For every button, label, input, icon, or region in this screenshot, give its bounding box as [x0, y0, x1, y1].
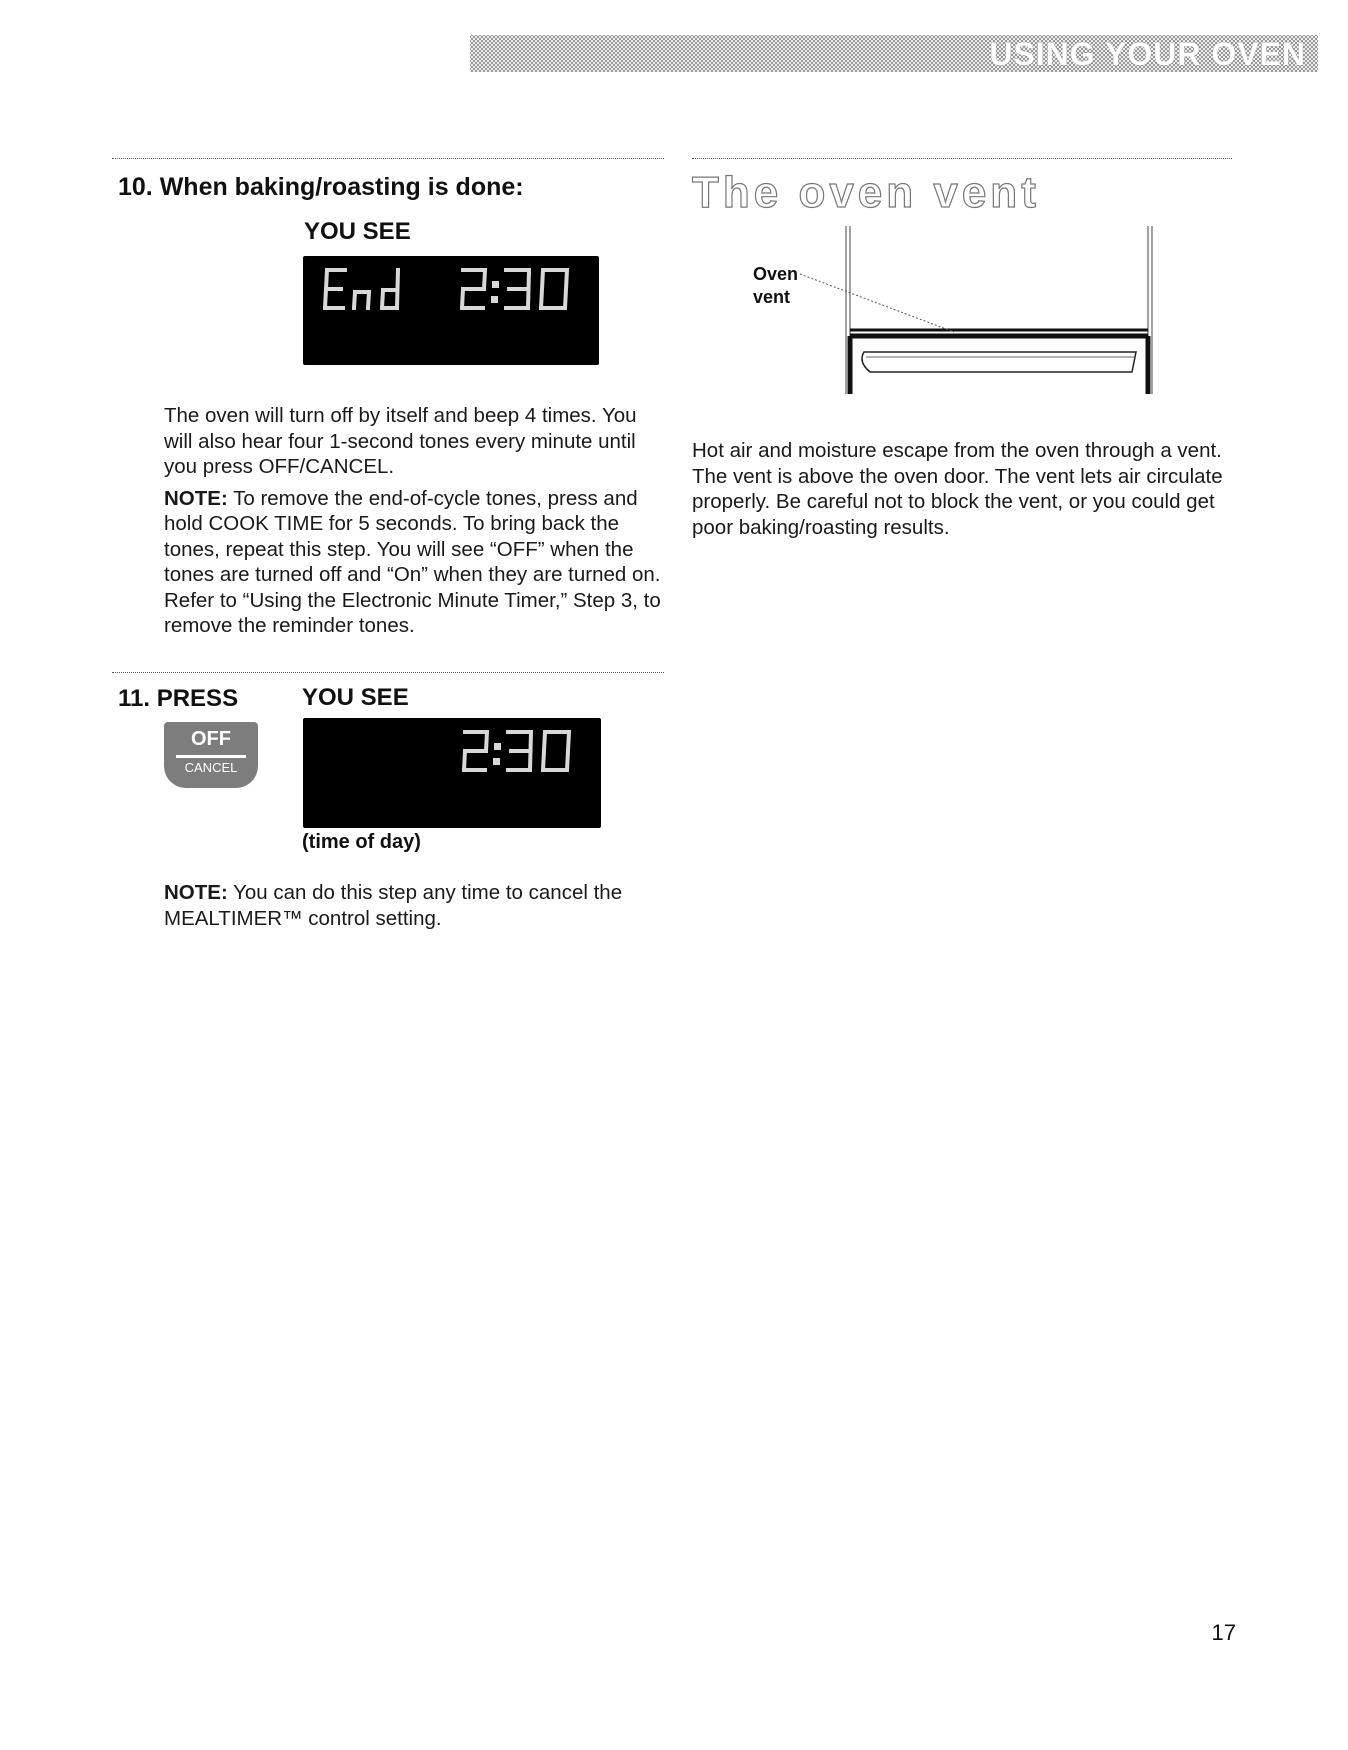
oven-vent-label-line2: vent: [753, 287, 791, 307]
divider-top-left: [112, 158, 664, 159]
step-11-note-text: You can do this step any time to cancel the MEALTIMER™ control setting.: [164, 881, 623, 930]
step-10-paragraph: The oven will turn off by itself and beep 4 times. You will also hear four 1-second tones every minute until you press OFF/CANCEL.: [164, 404, 637, 478]
oven-vent-title: The oven vent: [692, 168, 1040, 217]
oven-vent-illustration: [740, 222, 1160, 400]
step-10-display: [303, 256, 599, 365]
step-10-heading: 10. When baking/roasting is done:: [118, 173, 524, 201]
step-10-display-digits: [303, 256, 599, 365]
step-10-note: [164, 486, 664, 639]
oven-vent-diagram: [740, 222, 1160, 400]
off-cancel-button-top-label: OFF: [191, 728, 231, 750]
step-11-heading: 11. PRESS: [118, 685, 239, 712]
step-11-note: [164, 880, 654, 931]
step-11-text: [164, 880, 654, 937]
step-10-text: [164, 403, 664, 645]
header-title: USING YOUR OVEN: [989, 36, 1306, 72]
step-11-caption: (time of day): [302, 831, 421, 853]
step-11-note-label: NOTE:: [164, 881, 228, 904]
oven-vent-text: [692, 438, 1232, 546]
divider-top-right: [692, 158, 1232, 159]
step-11-display-digits: [303, 718, 601, 828]
off-cancel-button-bottom-label: CANCEL: [184, 760, 238, 775]
step-11-you-see-label: YOU SEE: [302, 684, 409, 711]
divider-step11: [112, 672, 664, 673]
step-11-display: [303, 718, 601, 828]
step-10-note-label: NOTE:: [164, 486, 228, 510]
header-band: [470, 35, 1318, 72]
off-cancel-button[interactable]: [164, 722, 258, 788]
oven-vent-paragraph: Hot air and moisture escape from the oven through a vent. The vent is above the oven door. The vent lets air circulate properly. Be careful not to block the vent, or you could get poor baking/roasting results.: [692, 439, 1223, 539]
step-10-you-see-label: YOU SEE: [304, 218, 411, 245]
step-10-note-text: To remove the end-of-cycle tones, press and hold COOK TIME for 5 seconds. To bring back the tones, repeat this step. You will see “OFF” when the tones are turned off and “On” when they are turned on. Refer to “Using the Electronic Minute Timer,” Step 3, to remove the reminder tones.: [164, 486, 661, 637]
off-cancel-button-divider: [176, 755, 246, 758]
page-number: 17: [1211, 1620, 1236, 1645]
oven-vent-label-line1: Oven: [753, 264, 799, 284]
